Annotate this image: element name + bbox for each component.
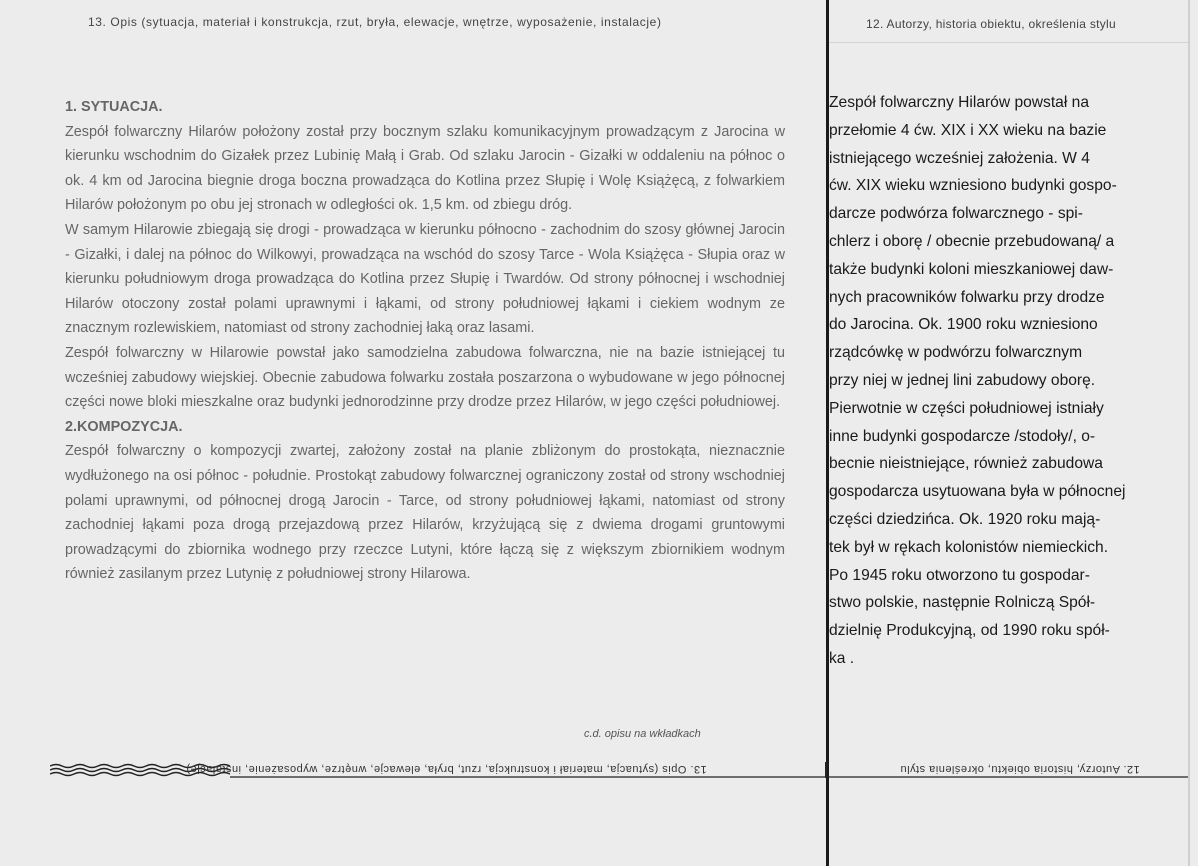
history-line: ka .	[829, 649, 855, 667]
history-line: Zespół folwarczny Hilarów powstał na	[829, 94, 1089, 111]
history-line: przełomie 4 ćw. XIX i XX wieku na bazie	[829, 121, 1107, 139]
history-line: ćw. XIX wieku wzniesiono budynki gospo-	[829, 177, 1117, 195]
paragraph-situation-1: Zespół folwarczny Hilarów położony został przy bocznym szlaku komunikacyjnym prowadzącym z Jarocina w kierunku wschodnim do Gizałek przez Lubinię Małą i Grab. Od szlaku Jarocin - Gizałki w oddaleniu na północ o ok. 4 km od Jarocina biegnie droga boczna prowadząca do Kotlina przez Słupię i Wolę Książęcą, z folwarkiem Hilarów położonym po obu jej stronach w odległości ok. 1,5 km. od zbiegu dróg.	[65, 123, 785, 214]
history-line: Pierwotnie w części południowej istniały	[829, 399, 1104, 417]
history-line: becnie nieistniejące, również zabudowa	[829, 455, 1103, 473]
description-column	[65, 95, 785, 587]
history-line: inne budynki gospodarcze /stodoły/, o-	[829, 427, 1096, 445]
paragraph-situation-2: W samym Hilarowie zbiegają się drogi - prowadząca w kierunku północno - zachodnim do szosy głównej Jarocin - Gizałki, i dalej na północ do Wilkowyi, prowadząca na wschód do szosy Tarce - Wola Książęca - Słupia oraz w kierunku południowym droga prowadząca do Kotlina przez Słupię i Twardów. Od strony północnej i wschodniej Hilarów otoczony został polami uprawnymi i łąkami, od strony południowej łąkami i ciekiem wodnym ze znacznym rozlewiskiem, natomiast od strony zachodniej łaką oraz lasami.	[65, 221, 785, 337]
history-column	[829, 89, 1149, 673]
history-line: gospodarcza usytuowana była w północnej	[829, 483, 1126, 501]
history-line: rządcówkę w podwórzu folwarcznym	[829, 344, 1083, 362]
history-line: tek był w rękach kolonistów niemieckich.	[829, 538, 1109, 556]
mirrored-footer-right: 12. Autorzy, historia obiektu, określenia stylu	[900, 763, 1140, 775]
history-line: przy niej w jednej lini zabudowy oborę.	[829, 371, 1096, 389]
section-heading-composition: 2.KOMPOZYCJA.	[65, 418, 183, 435]
history-line: do Jarocina. Ok. 1900 roku wzniesiono	[829, 316, 1098, 334]
history-line: także budynki koloni mieszkaniowej daw-	[829, 260, 1114, 278]
history-line: Po 1945 roku otworzono tu gospodar-	[829, 566, 1090, 584]
paragraph-situation-3: Zespół folwarczny w Hilarowie powstał jako samodzielna zabudowa folwarczna, nie na bazie istniejącej tu wcześniej zabudowy wiejskiej. Obecnie zabudowa folwarku została poszarzona o wybudowane w jego północnej części nowe bloki mieszkalne oraz budynki jednorodzinne przy drodze przez Hilarów, w jego części południowej.	[65, 344, 785, 411]
history-line: dzielnię Produkcyjną, od 1990 roku spół-	[829, 622, 1110, 640]
right-section-header: 12. Autorzy, historia obiektu, określenia stylu	[866, 17, 1116, 31]
history-line: chlerz i oborę / obecnie przebudowaną/ a	[829, 232, 1115, 250]
history-line: darcze podwórza folwarcznego - spi-	[829, 205, 1083, 223]
continuation-note: c.d. opisu na wkładkach	[584, 728, 701, 740]
mirrored-footer-left: 13. Opis (sytuacja, materiał i konstrukcja, rzut, bryła, elewacje, wnętrze, wyposażenie, instalacje)	[186, 763, 707, 775]
history-line: istniejącego wcześniej założenia. W 4	[829, 149, 1090, 167]
page-edge-rule	[1188, 0, 1190, 866]
header-rule	[829, 42, 1189, 43]
history-line: stwo polskie, następnie Rolniczą Spół-	[829, 594, 1096, 612]
paragraph-composition: Zespół folwarczny o kompozycji zwartej, założony został na planie zbliżonym do prostokąta, nieznacznie wydłużonego na osi północ - południe. Prostokąt zabudowy folwarcznej ograniczony został od strony wschodniej polami uprawnymi, od północnej drogą Jarocin - Tarce, od strony południowej łąkami, natomiast od strony zachodniej łąkami poza drogą przejazdową przez Hilarów, krzyżującą się z dwiema drogami gruntowymi prowadzącymi do zbiornika wodnego przy rzeczce Lutyni, które łączą się z większym zbiornikiem wodnym również zasilanym przez Lutynię z południowej strony Hilarowa.	[65, 443, 785, 583]
history-line: nych pracowników folwarku przy drodze	[829, 288, 1105, 306]
left-section-header: 13. Opis (sytuacja, materiał i konstrukcja, rzut, bryła, elewacje, wnętrze, wyposażenie, instalacje)	[88, 15, 662, 29]
section-heading-situation: 1. SYTUACJA.	[65, 99, 163, 115]
history-line: części dziedzińca. Ok. 1920 roku mają-	[829, 510, 1101, 528]
